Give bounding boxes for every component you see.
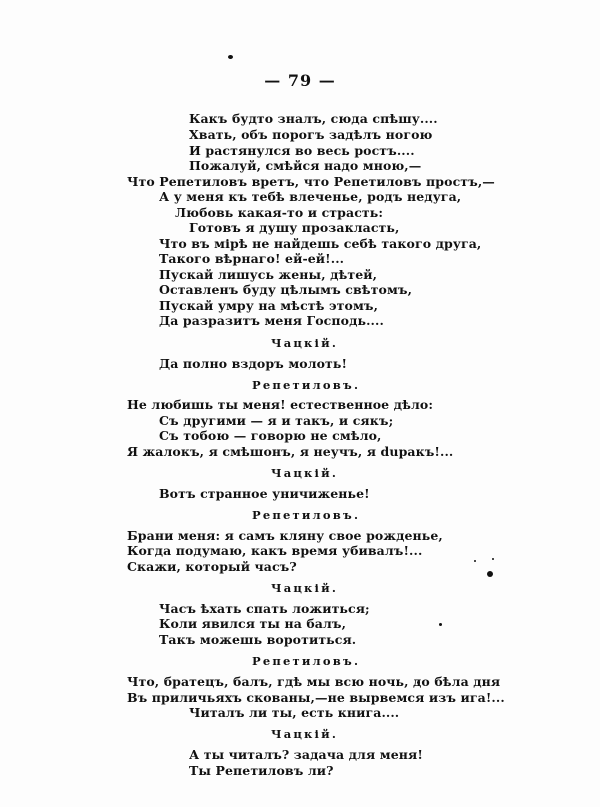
verse-line: Пускай умру на мѣстѣ этомъ, (159, 298, 379, 313)
verse-line: Коли явился ты на балъ, (159, 616, 347, 631)
verse-line: Въ приличьяхъ скованы,—не вырвемся изъ ига!... (127, 690, 505, 705)
verse-line: Съ тобою — говорю не смѣло, (159, 428, 382, 443)
verse-line: Какъ будто зналъ, сюда спѣшу.... (189, 111, 438, 126)
speaker-name: Репетиловъ. (252, 378, 361, 392)
verse-line: Такого вѣрнаго! ей-ей!... (159, 251, 345, 266)
verse-line: Скажи, который часъ? (127, 559, 297, 574)
verse-line: Ты Репетиловъ ли? (189, 763, 334, 778)
verse-line: Что въ мірѣ не найдешь себѣ такого друга, (159, 236, 482, 251)
verse-line: Когда подумаю, какъ время убивалъ!... (127, 543, 423, 558)
verse-line: Да полно вздоръ молоть! (159, 356, 348, 371)
ink-speck (474, 560, 476, 562)
verse-line: Читалъ ли ты, есть книга.... (189, 705, 400, 720)
page-number: — 79 — (264, 71, 336, 90)
verse-line: Что, братецъ, балъ, гдѣ мы всю ночь, до бѣла дня (127, 674, 501, 689)
speaker-name: Чацкій. (271, 466, 339, 480)
verse-line: А у меня къ тебѣ влеченье, родъ недуга, (159, 189, 462, 204)
verse-line: Часъ ѣхать спать ложиться; (159, 601, 370, 616)
ink-speck (228, 55, 233, 59)
verse-line: Хвать, объ порогъ задѣлъ ногою (189, 127, 433, 142)
verse-line: И растянулся во весь ростъ.... (189, 143, 415, 158)
verse-line: Пускай лишусь жены, дѣтей, (159, 267, 378, 282)
speaker-name: Репетиловъ. (252, 654, 361, 668)
verse-line: Любовь какая-то и страсть: (175, 205, 384, 220)
verse-line: Да разразитъ меня Господь.... (159, 313, 384, 328)
speaker-name: Репетиловъ. (252, 508, 361, 522)
ink-speck (439, 623, 442, 626)
speaker-name: Чацкій. (271, 581, 339, 595)
verse-line: Съ другими — я и такъ, и сякъ; (159, 413, 394, 428)
verse-line: Я жалокъ, я смѣшонъ, я неучъ, я duракъ!... (127, 444, 454, 459)
verse-line: Готовъ я душу прозакласть, (189, 220, 400, 235)
verse-line: Оставленъ буду цѣлымъ свѣтомъ, (159, 282, 413, 297)
ink-speck (487, 571, 493, 577)
speaker-name: Чацкій. (271, 336, 339, 350)
verse-line: А ты читалъ? задача для меня! (189, 747, 423, 762)
verse-line: Брани меня: я самъ кляну свое рожденье, (127, 528, 443, 543)
verse-line: Пожалуй, смѣйся надо мною,— (189, 158, 422, 173)
verse-line: Что Репетиловъ вретъ, что Репетиловъ простъ,— (127, 174, 495, 189)
speaker-name: Чацкій. (271, 727, 339, 741)
verse-line: Такъ можешь воротиться. (159, 632, 357, 647)
verse-line: Не любишь ты меня! естественное дѣло: (127, 397, 434, 412)
ink-speck (492, 558, 494, 560)
verse-line: Вотъ странное уничиженье! (159, 486, 370, 501)
